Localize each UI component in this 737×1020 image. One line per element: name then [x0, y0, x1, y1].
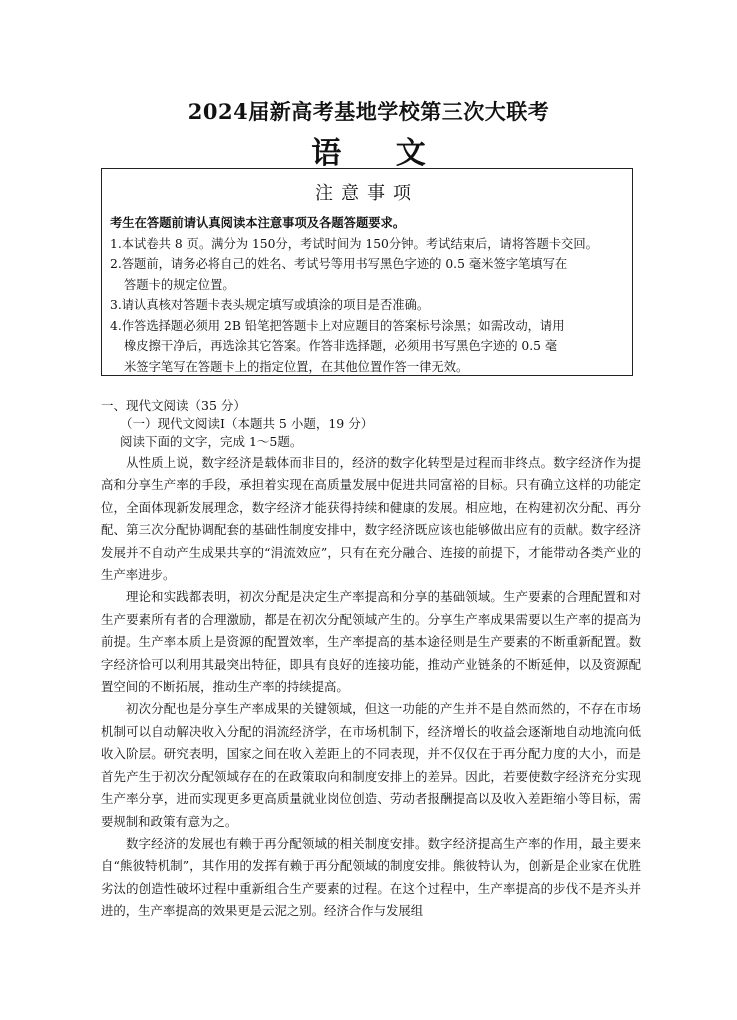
reading-instruction: 阅读下面的文字，完成 1～5题。 [120, 434, 303, 449]
notice-line: 3.请认真核对答题卡表头规定填写或填涂的项目是否准确。 [110, 298, 430, 312]
section-subheading: （一）现代文阅读Ⅰ（本题共 5 小题，19 分） [120, 416, 374, 431]
notice-intro: 考生在答题前请认真阅读本注意事项及各题答题要求。 [110, 215, 406, 230]
subject-title: 语 文 [311, 136, 448, 171]
section-heading: 一、现代文阅读（35 分） [101, 398, 246, 413]
exam-title: 2024届新高考基地学校第三次大联考 [187, 99, 550, 124]
notice-line: 橡皮擦干净后，再选涂其它答案。作答非选择题，必须用书写黑色字迹的 0.5 毫 [124, 339, 558, 353]
reading-passage [101, 452, 641, 923]
notice-line: 答题卡的规定位置。 [124, 277, 235, 292]
passage-paragraph: 数字经济的发展也有赖于再分配领域的相关制度安排。数字经济提高生产率的作用，最主要来自“熊彼特机制”，其作用的发挥有赖于再分配领域的制度安排。熊彼特认为，创新是企业家在优胜劣汰的创造性破坏过程中重新组合生产要素的过程。在这个过程中，生产率提高的步伐不是齐头并进的，生产率提高的效果更是云泥之别。经济合作与发展组 [101, 835, 641, 919]
notice-title: 注意事项 [315, 183, 419, 204]
notice-line: 4.作答选择题必须用 2B 铅笔把答题卡上对应题目的答案标号涂黑；如需改动，请用 [110, 318, 565, 333]
notice-line: 1.本试卷共 8 页。满分为 150分，考试时间为 150分钟。考试结束后，请将答题卡交回。 [110, 236, 598, 251]
passage-paragraph: 初次分配也是分享生产率成果的关键领域，但这一功能的产生并不是自然而然的，不存在市场机制可以自动解决收入分配的涓流经济学，在市场机制下，经济增长的收益会逐渐地自动地流向低收入阶层。研究表明，国家之间在收入差距上的不同表现，并不仅仅在于再分配力度的大小，而是首先产生于初次分配领域存在的在政策取向和制度安排上的差异。因此，若要使数字经济充分实现生产率分享，进而实现更多更高质量就业岗位创造、劳动者报酬提高以及收入差距缩小等目标，需要规制和政策有意为之。 [101, 701, 641, 829]
passage-paragraph: 理论和实践都表明，初次分配是决定生产率提高和分享的基础领域。生产要素的合理配置和对生产要素所有者的合理激励，都是在初次分配领域产生的。分享生产率成果需要以生产率的提高为前提。生产率本质上是资源的配置效率，生产率提高的基本途径则是生产要素的不断重新配置。数字经济恰可以利用其最突出特征，即具有良好的连接功能，推动产业链条的不断延伸，以及资源配置空间的不断拓展，推动生产率的持续提高。 [101, 589, 641, 695]
notice-line: 米签字笔写在答题卡上的指定位置，在其他位置作答一律无效。 [124, 359, 469, 374]
notice-line: 2.答题前，请务必将自己的姓名、考试号等用书写黑色字迹的 0.5 毫米签字笔填写在 [110, 257, 568, 271]
notice-box [101, 168, 633, 376]
passage-paragraph: 从性质上说，数字经济是载体而非目的，经济的数字化转型是过程而非终点。数字经济作为提高和分享生产率的手段，承担着实现在高质量发展中促进共同富裕的目标。只有确立这样的功能定位，全面体现新发展理念，数字经济才能获得持续和健康的发展。相应地，在构建初次分配、再分配、第三次分配协调配套的基础性制度安排中，数字经济既应该也能够做出应有的贡献。数字经济发展并不自动产生成果共享的“涓流效应”，只有在充分融合、连接的前提下，才能带动各类产业的生产率进步。 [101, 455, 641, 583]
